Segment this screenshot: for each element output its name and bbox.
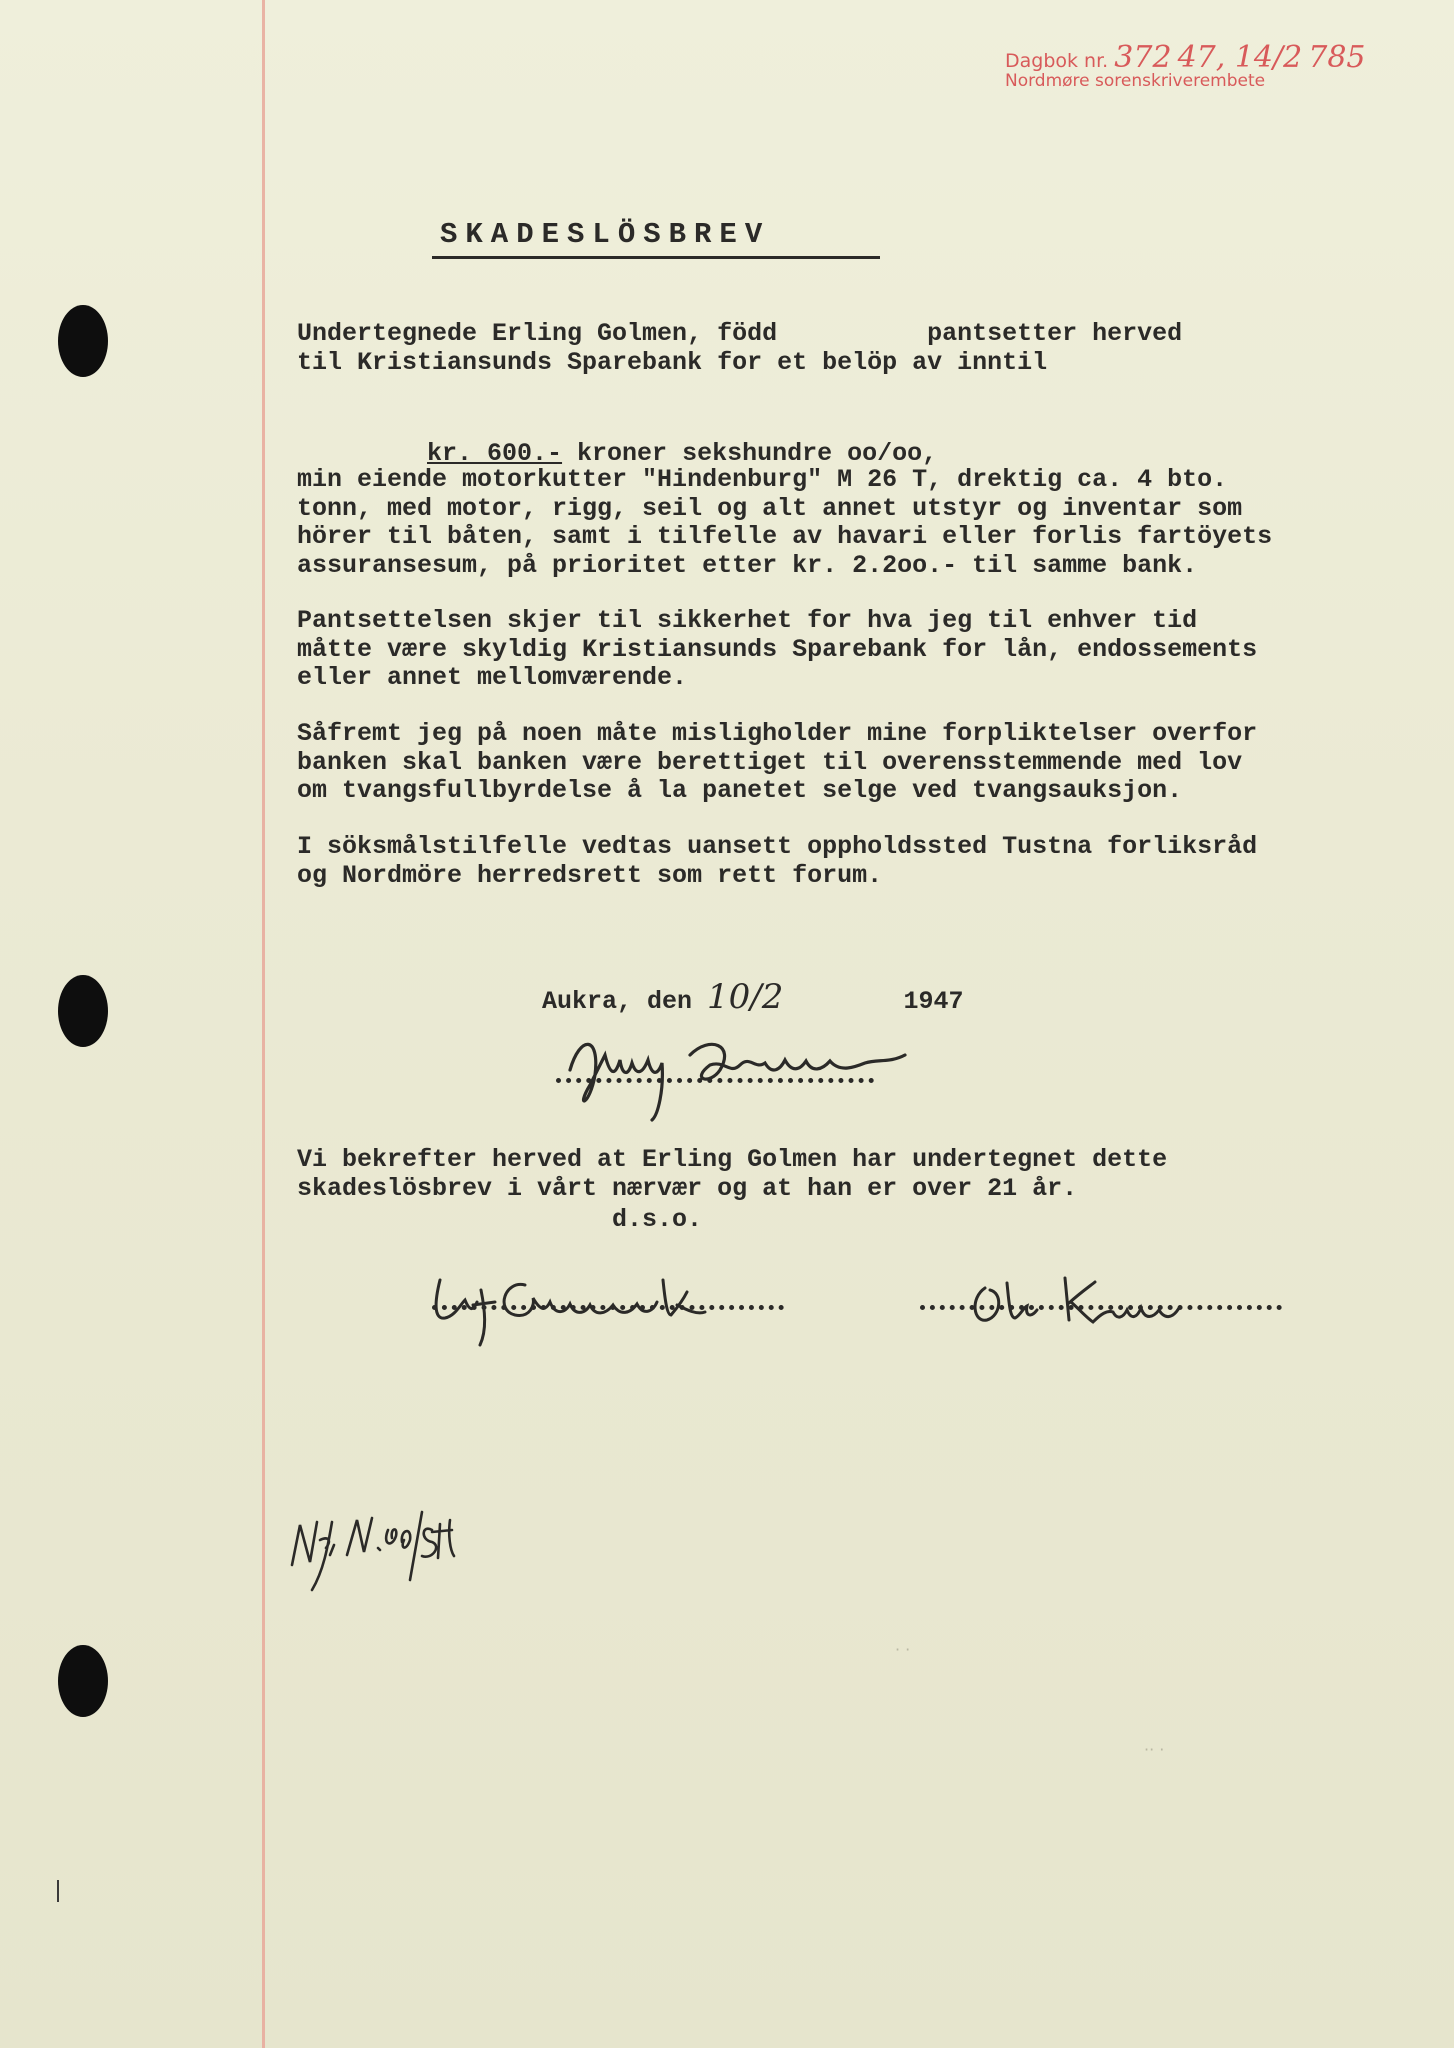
signature-witness-2 <box>965 1268 1215 1338</box>
intro-paragraph: Undertegnede Erling Golmen, född pantsetter herved til Kristiansunds Sparebank for et belöp av inntil <box>297 319 1183 377</box>
stamp-year-date: 47, 14/2 <box>1177 40 1303 75</box>
punch-hole <box>58 305 108 377</box>
date-place: Aukra, den <box>542 987 708 1016</box>
title-underline <box>432 256 880 259</box>
margin-tick <box>57 1880 59 1902</box>
date-year: 1947 <box>903 987 964 1016</box>
security-paragraph: Pantsettelsen skjer til sikkerhet for hva jeg til enhver tid måtte være skyldig Kristiansunds Sparebank for lån, endossements eller annet mellomværende. <box>297 606 1258 692</box>
stamp-page-ref: 785 <box>1308 40 1366 75</box>
registry-stamp <box>1005 40 1425 91</box>
witness-1-dotted-line <box>432 1305 784 1310</box>
punch-hole <box>58 1645 108 1717</box>
confirmation-paragraph: Vi bekrefter herved at Erling Golmen har undertegnet dette skadeslösbrev i vårt nærvær og at han er over 21 år. <box>297 1145 1168 1203</box>
venue-paragraph: I söksmålstilfelle vedtas uansett oppholdssted Tustna forliksråd og Nordmöre herredsrett som rett forum. <box>297 832 1258 890</box>
faint-mark: · · <box>895 1640 911 1659</box>
vessel-paragraph: min eiende motorkutter "Hindenburg" M 26 T, drektig ca. 4 bto. tonn, med motor, rigg, seil og alt annet utstyr og inventar som hörer til båten, samt i tilfelle av havari eller forlis fartöyets assuransesum, på prioritet etter kr. 2.2oo.- til samme bank. <box>297 465 1273 580</box>
handwritten-note <box>282 1500 522 1595</box>
document-title: SKADESLÖSBREV <box>440 218 771 251</box>
date-day-month: 10/2 <box>707 977 784 1017</box>
witness-2-dotted-line <box>920 1305 1282 1310</box>
amount-value: kr. 600.- <box>427 439 563 468</box>
stamp-office: Nordmøre sorenskriverembete <box>1005 71 1266 91</box>
signature-erling-golmen <box>560 1015 970 1125</box>
stamp-number: 372 <box>1114 40 1172 75</box>
faint-mark: ·· · <box>1144 1740 1165 1759</box>
punch-hole <box>58 975 108 1047</box>
default-paragraph: Såfremt jeg på noen måte misligholder mine forpliktelser overfor banken skal banken være berettiget til overensstemmende med lov om tvangsfullbyrdelse å la panetet selge ved tvangsauksjon. <box>297 719 1258 805</box>
margin-line <box>262 0 265 2048</box>
signature-dotted-line <box>556 1078 874 1083</box>
dso-text: d.s.o. <box>612 1205 703 1234</box>
amount-words: kroner sekshundre oo/oo, <box>562 439 938 468</box>
stamp-prefix: Dagbok nr. <box>1005 50 1109 72</box>
